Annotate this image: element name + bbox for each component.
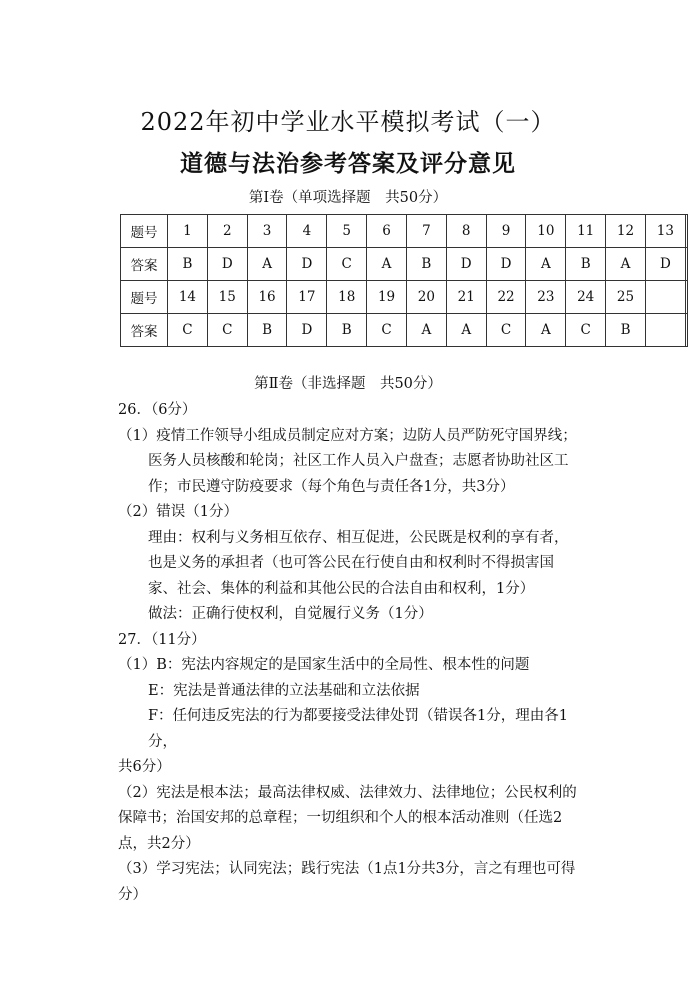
table-cell: 19 bbox=[367, 281, 407, 314]
table-cell: 14 bbox=[168, 281, 208, 314]
q27-part1-b: （1）B：宪法内容规定的是国家生活中的全局性、根本性的问题 bbox=[118, 657, 530, 673]
table-cell: A bbox=[606, 248, 646, 281]
table-cell bbox=[685, 215, 687, 248]
table-cell: A bbox=[247, 248, 287, 281]
q27-part3: （3）学习宪法；认同宪法；践行宪法（1点1分共3分，言之有理也可得分） bbox=[118, 861, 576, 903]
table-row-label: 题号 bbox=[121, 281, 168, 314]
table-cell: 7 bbox=[406, 215, 446, 248]
table-cell: D bbox=[645, 248, 685, 281]
table-cell: A bbox=[367, 248, 407, 281]
q26-method: 做法：正确行使权利，自觉履行义务（1分） bbox=[148, 606, 433, 622]
section-2-heading: 第Ⅱ卷（非选择题 共50分） bbox=[254, 376, 442, 392]
table-cell: 9 bbox=[486, 215, 526, 248]
section-1-heading: 第Ⅰ卷（单项选择题 共50分） bbox=[248, 190, 448, 206]
table-cell: B bbox=[168, 248, 208, 281]
table-row bbox=[121, 248, 688, 281]
table-cell: 13 bbox=[645, 215, 685, 248]
table-cell: 1 bbox=[168, 215, 208, 248]
table-cell: B bbox=[247, 314, 287, 347]
table-cell: 24 bbox=[566, 281, 606, 314]
table-cell: A bbox=[526, 314, 566, 347]
q26-reason: 理由：权利与义务相互依存、相互促进，公民既是权利的享有者，也是义务的承担者（也可答公民在行使自由和权利时不得损害国家、社会、集体的利益和其他公民的合法自由和权利，1分） bbox=[148, 529, 569, 597]
table-cell bbox=[645, 314, 685, 347]
table-cell: C bbox=[207, 314, 247, 347]
table-cell: 3 bbox=[247, 215, 287, 248]
table-cell: 22 bbox=[486, 281, 526, 314]
table-cell: 4 bbox=[287, 215, 327, 248]
table-cell: A bbox=[406, 314, 446, 347]
table-cell: 17 bbox=[287, 281, 327, 314]
table-cell: 5 bbox=[327, 215, 367, 248]
table-cell: C bbox=[367, 314, 407, 347]
table-cell: 15 bbox=[207, 281, 247, 314]
title-line-2: 道德与法治参考答案及评分意见 bbox=[180, 150, 516, 177]
table-cell: C bbox=[168, 314, 208, 347]
table-cell bbox=[685, 281, 687, 314]
table-cell: 23 bbox=[526, 281, 566, 314]
table-cell: 6 bbox=[367, 215, 407, 248]
q26-heading: 26．（6分） bbox=[118, 402, 197, 418]
table-cell: B bbox=[406, 248, 446, 281]
table-cell: D bbox=[446, 248, 486, 281]
table-row bbox=[121, 314, 688, 347]
table-cell: 2 bbox=[207, 215, 247, 248]
table-cell: 10 bbox=[526, 215, 566, 248]
q27-part1-e: E：宪法是普通法律的立法基础和立法依据 bbox=[148, 682, 420, 699]
table-cell: B bbox=[566, 248, 606, 281]
table-cell: C bbox=[327, 248, 367, 281]
table-cell: D bbox=[207, 248, 247, 281]
q27-heading: 27．（11分） bbox=[118, 631, 206, 648]
table-cell: 21 bbox=[446, 281, 486, 314]
table-cell: A bbox=[526, 248, 566, 281]
table-cell bbox=[685, 248, 687, 281]
table-cell: 25 bbox=[606, 281, 646, 314]
table-cell: 16 bbox=[247, 281, 287, 314]
table-cell: 11 bbox=[566, 215, 606, 248]
answer-table bbox=[120, 214, 688, 347]
table-cell: 12 bbox=[606, 215, 646, 248]
answer-body bbox=[118, 398, 578, 908]
q27-part2: （2）宪法是根本法；最高法律权威、法律效力、法律地位；公民权利的保障书；治国安邦的总章程；一切组织和个人的根本活动准则（任选2点，共2分） bbox=[118, 784, 577, 852]
table-cell: 8 bbox=[446, 215, 486, 248]
table-row bbox=[121, 281, 688, 314]
q26-part1: （1）疫情工作领导小组成员制定应对方案；边防人员严防死守国界线；医务人员核酸和轮岗；社区工作人员入户盘查；志愿者协助社区工作；市民遵守防疫要求（每个角色与责任各1分，共3分） bbox=[118, 427, 577, 495]
table-cell: D bbox=[486, 248, 526, 281]
q27-part1-score: 共6分） bbox=[118, 759, 171, 775]
table-cell bbox=[645, 281, 685, 314]
table-row-label: 题号 bbox=[121, 215, 168, 248]
table-cell: 20 bbox=[406, 281, 446, 314]
table-cell: D bbox=[287, 314, 327, 347]
table-cell: 18 bbox=[327, 281, 367, 314]
table-cell: C bbox=[486, 314, 526, 347]
table-cell: B bbox=[327, 314, 367, 347]
q27-part1-f: F：任何违反宪法的行为都要接受法律处罚（错误各1分，理由各1分， bbox=[148, 708, 569, 750]
title-line-1: 2022年初中学业水平模拟考试（一） bbox=[140, 108, 556, 136]
table-row-label: 答案 bbox=[121, 314, 168, 347]
q26-part2: （2）错误（1分） bbox=[118, 504, 238, 520]
table-cell bbox=[685, 314, 687, 347]
table-cell: A bbox=[446, 314, 486, 347]
table-cell: C bbox=[566, 314, 606, 347]
table-cell: D bbox=[287, 248, 327, 281]
table-row-label: 答案 bbox=[121, 248, 168, 281]
table-cell: B bbox=[606, 314, 646, 347]
table-row bbox=[121, 215, 688, 248]
